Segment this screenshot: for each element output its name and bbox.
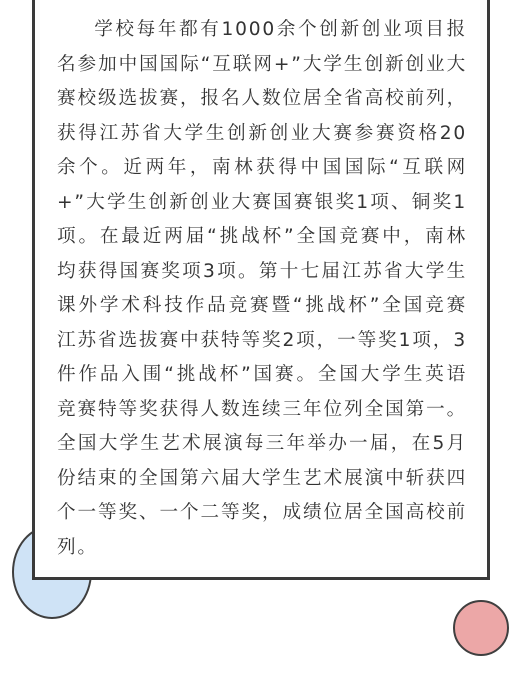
text-card — [32, 0, 490, 580]
decorative-pink-circle — [453, 600, 509, 656]
article-paragraph: 学校每年都有1000余个创新创业项目报名参加中国国际“互联网+”大学生创新创业大赛校级选拔赛，报名人数位居全省高校前列，获得江苏省大学生创新创业大赛参赛资格20余个。近两年，南林获得中国国际“互联网+”大学生创新创业大赛国赛银奖1项、铜奖1项。在最近两届“挑战杯”全国竞赛中，南林均获得国赛奖项3项。第十七届江苏省大学生课外学术科技作品竞赛暨“挑战杯”全国竞赛江苏省选拔赛中获特等奖2项，一等奖1项，3件作品入围“挑战杯”国赛。全国大学生英语竞赛特等奖获得人数连续三年位列全国第一。全国大学生艺术展演每三年举办一届，在5月份结束的全国第六届大学生艺术展演中斩获四个一等奖、一个二等奖，成绩位居全国高校前列。 — [57, 19, 467, 558]
